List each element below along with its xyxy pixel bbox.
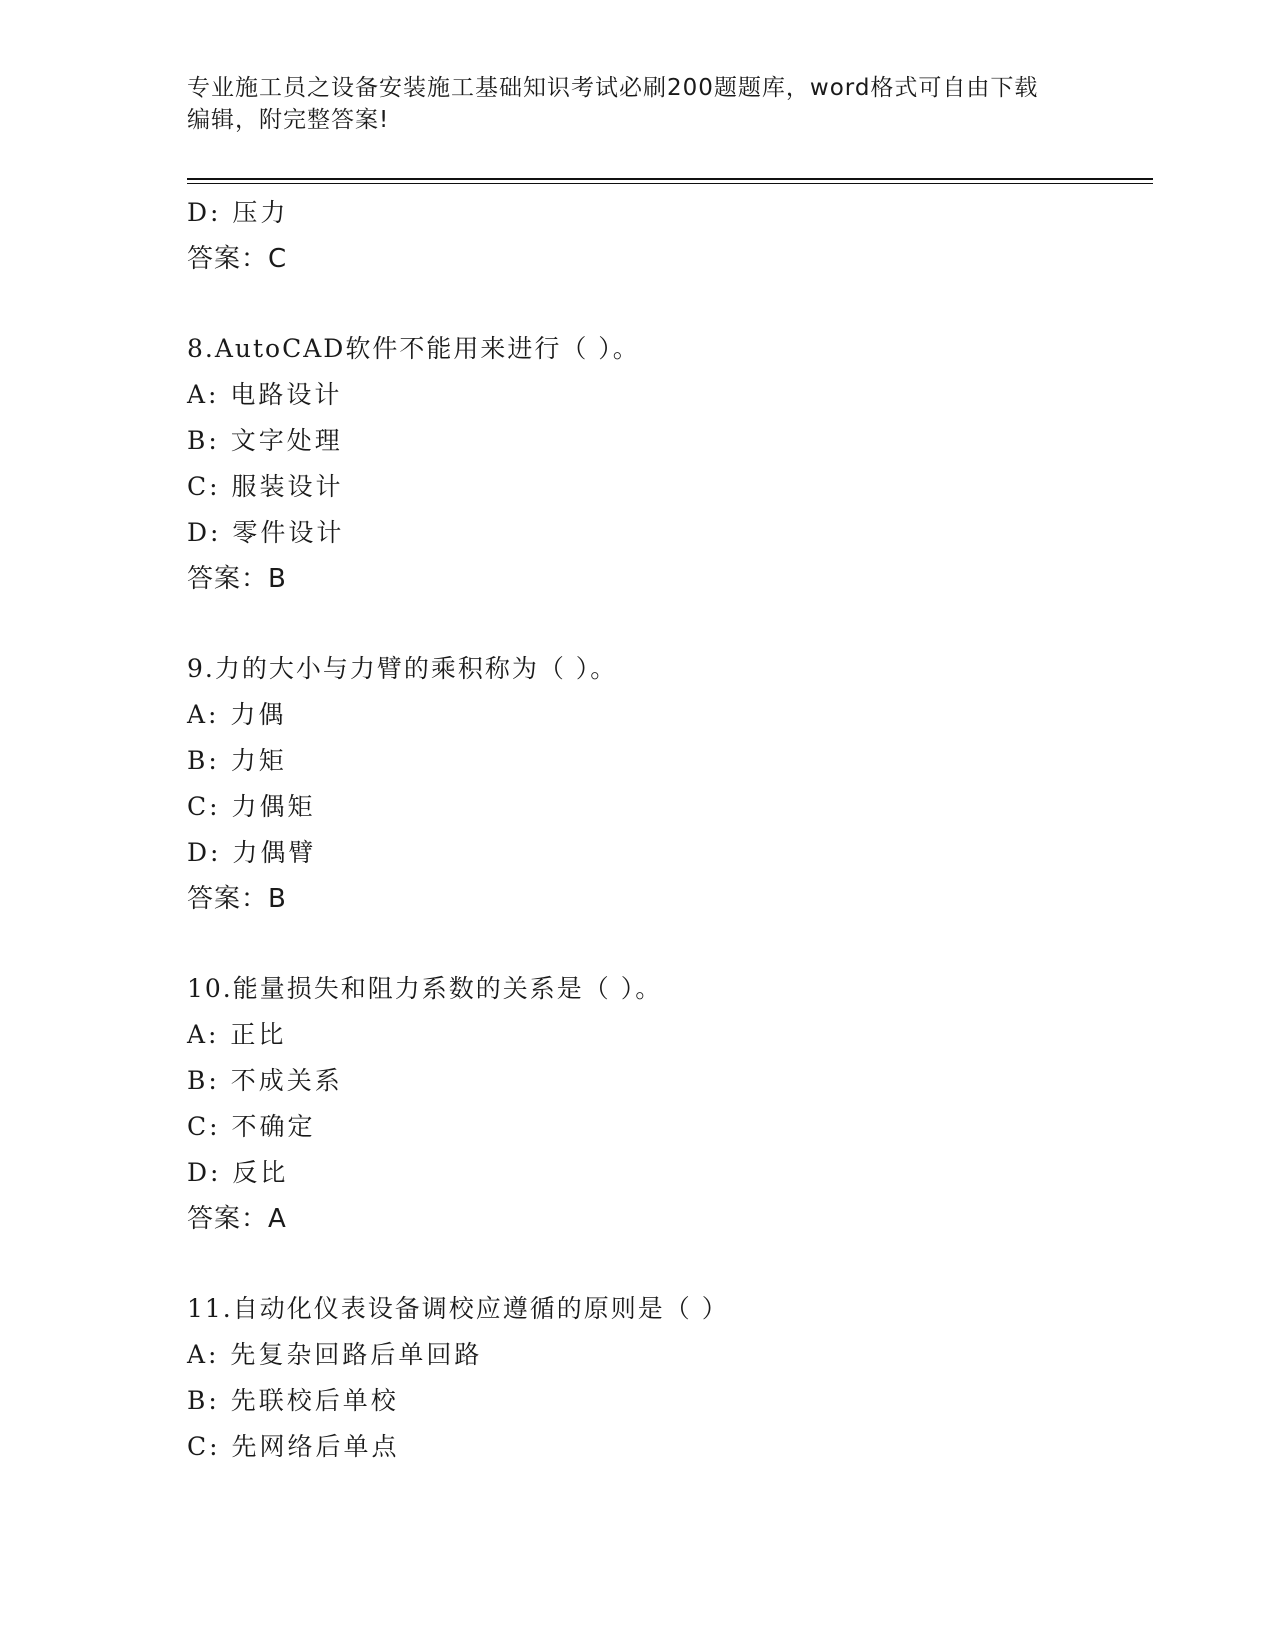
question-title: 9.力的大小与力臂的乘积称为（ ）。 (187, 654, 618, 683)
answer: 答案：A (187, 1204, 287, 1234)
option-a: A: 电路设计 (187, 380, 343, 409)
answer: 答案：B (187, 564, 287, 594)
option-b: B: 力矩 (187, 746, 287, 775)
option-c: C: 不确定 (187, 1112, 316, 1141)
header-rule-thin (187, 183, 1153, 184)
option-d: D: 反比 (187, 1158, 289, 1187)
document-header (187, 72, 1087, 136)
question-7-tail (187, 190, 1153, 282)
option-a: A: 力偶 (187, 700, 287, 729)
option-b: B: 不成关系 (187, 1066, 343, 1095)
option-a: A: 正比 (187, 1020, 287, 1049)
option-a: A: 先复杂回路后单回路 (187, 1340, 483, 1369)
option-c: C: 服装设计 (187, 472, 344, 501)
question-title: 10.能量损失和阻力系数的关系是（ ）。 (187, 974, 663, 1003)
answer: 答案：B (187, 884, 287, 914)
question-11 (187, 1286, 1153, 1470)
question-8 (187, 326, 1153, 602)
option-b: B: 先联校后单校 (187, 1386, 399, 1415)
header-title-line-1: 专业施工员之设备安装施工基础知识考试必刷200题题库，word格式可自由下载 (187, 75, 1039, 101)
question-9 (187, 646, 1153, 922)
option-c: C: 力偶矩 (187, 792, 316, 821)
header-title-line-2: 编辑，附完整答案! (187, 107, 390, 133)
header-rule-thick (187, 178, 1153, 180)
option-b: B: 文字处理 (187, 426, 343, 455)
option-c: C: 先网络后单点 (187, 1432, 400, 1461)
option-d: D: 零件设计 (187, 518, 345, 547)
option-d: D: 力偶臂 (187, 838, 317, 867)
document-body (187, 190, 1153, 1514)
question-title: 11.自动化仪表设备调校应遵循的原则是（ ） (187, 1294, 729, 1323)
option-d: D: 压力 (187, 198, 289, 227)
question-10 (187, 966, 1153, 1242)
answer: 答案：C (187, 244, 288, 274)
question-title: 8.AutoCAD软件不能用来进行（ ）。 (187, 334, 640, 363)
